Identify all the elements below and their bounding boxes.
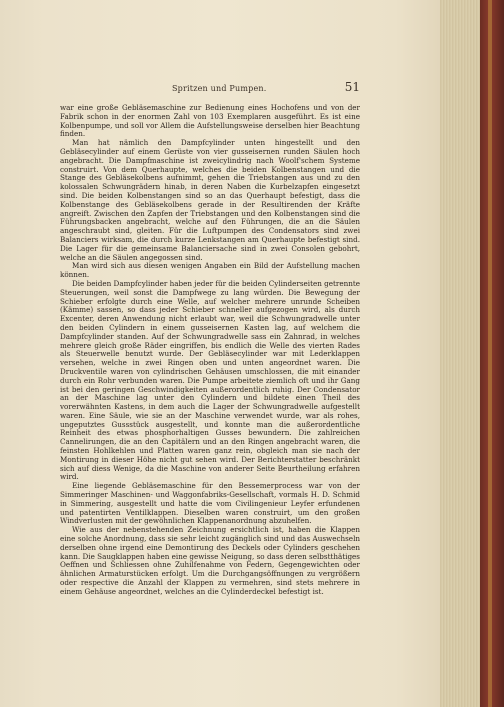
- cover-stripe: [488, 0, 492, 707]
- paragraph: Die beiden Dampfcylinder haben jeder für die beiden Cylinderseiten getrennte Steuerungen, weil sonst die Dampfwege zu lang würden. Die Bewegung der Schieber erfolgte durch eine Welle, auf welcher mehrere unrunde Scheiben (Kämme) sassen, so dass jeder Schieber schneller aufgezogen wird, als durch Excenter, deren Anwendung nicht erlaubt war, weil die Schwungradwelle unter den beiden Cylindern in einem gusseisernen Kasten lag, auf welchem die Dampfcylinder standen. Auf der Schwungradwelle sass ein Zahnrad, in welches mehrere gleich große Räder eingriffen, bis endlich die Welle des vierten Rades als Steuerwelle benutzt wurde. Der Gebläsecylinder war mit Lederklappen versehen, welche in zwei Ringen oben und unten angeordnet waren. Die Druckventile waren von cylindrischen Gehäusen umschlossen, die mit einander durch ein Rohr verbunden waren. Die Pumpe arbeitete ziemlich oft und ihr Gang ist bei den geringen Geschwindigkeiten außerordentlich ruhig. Der Condensator an der Maschine lag unter den Cylindern und bildete einen Theil des vorerwähnten Kastens, in dem auch die Lager der Schwungradwelle aufgestellt waren. Eine Säule, wie sie an der Maschine verwendet wurde, war als rohes, ungeputztes Gussstück ausgestellt, und konnte man die außerordentliche Reinheit des etwas phosphorhaltigen Gusses bewundern. Die zahlreichen Cannelirungen, die an den Capitälern und an den Ringen angebracht waren, die feinsten Hohlkehlen und Platten waren ganz rein, obgleich man sie nach der Montirung in dieser Höhe nicht gut sehen wird. Der Berichterstatter beschränkt sich auf diess Wenige, da die Maschine von anderer Seite Beurtheilung erfahren wird.: [60, 278, 360, 482]
- paragraph: Man wird sich aus diesen wenigen Angaben ein Bild der Aufstellung machen können.: [60, 261, 360, 280]
- book-cover: [480, 0, 504, 707]
- page-header: [60, 80, 360, 96]
- paragraph: Eine liegende Gebläsemaschine für den Bessemerprocess war von der Simmeringer Maschinen- und Waggonfabriks-Gesellschaft, vormals H. D. Schmid in Simmering, ausgestellt und hatte die vom Civilingenieur Leyfer erfundenen und patentirten Ventilklappen. Dieselben waren construirt, um den großen Windverlusten mit der gewöhnlichen Klappenanordnung abzuhelfen.: [60, 481, 360, 526]
- paragraph: Man hat nämlich den Dampfcylinder unten hingestellt und den Gebläsecylinder auf einem Gerüste von vier gusseisernen runden Säulen hoch angebracht. Die Dampfmaschine ist zweicylindrig nach Woolf'schem Systeme construirt. Von dem Querhaupte, welches die beiden Kolbenstangen und die Stange des Gebläsekolbens aufnimmt, gehen die Triebstangen aus und zu den kolossalen Schwungrädern hinab, in deren Naben die Kurbelzapfen eingesetzt sind. Die beiden Kolbenstangen sind so an das Querhaupt befestigt, dass die Kolbenstange des Gebläsekolbens gerade in der Resultirenden der Kräfte angreift. Zwischen den Zapfen der Triebstangen und den Kolbenstangen sind die Führungsbacken angebracht, welche auf den Führungen, die an die Säulen angeschraubt sind, gleiten. Für die Luftpumpen des Condensators sind zwei Balanciers wirksam, die durch kurze Lenkstangen am Querhaupte befestigt sind. Die Lager für die gemeinsame Balanciersache sind in zwei Consolen gebohrt, welche an die Säulen angegossen sind.: [60, 138, 360, 262]
- page-number: 51: [344, 80, 360, 94]
- paragraph: Wie aus der nebenstehenden Zeichnung ersichtlich ist, haben die Klappen eine solche Anordnung, dass sie sehr leicht zugänglich sind und das Auswechseln derselben ohne irgend eine Demontirung des Deckels oder Cylinders geschehen kann. Die Saugklappen haben eine gewisse Neigung, so dass deren selbstthätiges Oeffnen und Schliessen ohne Zuhilfenahme von Federn, Gegengewichten oder ähnlichen Armaturstücken erfolgt. Um die Durchgangsöffnungen zu vergrößern oder respective die Anzahl der Klappen zu vermehren, sind stets mehrere in einem Gehäuse angeordnet, welches an die Cylinderdeckel befestigt ist.: [60, 525, 360, 596]
- paragraph: war eine große Gebläsemaschine zur Bedienung eines Hochofens und von der Fabrik schon in der enormen Zahl von 103 Exemplaren ausgeführt. Es ist eine Kolbenpumpe, und soll vor Allem die Aufstellungsweise derselben hier Beachtung finden.: [60, 103, 360, 139]
- body-text: [60, 104, 360, 597]
- running-head: Spritzen und Pumpen.: [172, 84, 267, 93]
